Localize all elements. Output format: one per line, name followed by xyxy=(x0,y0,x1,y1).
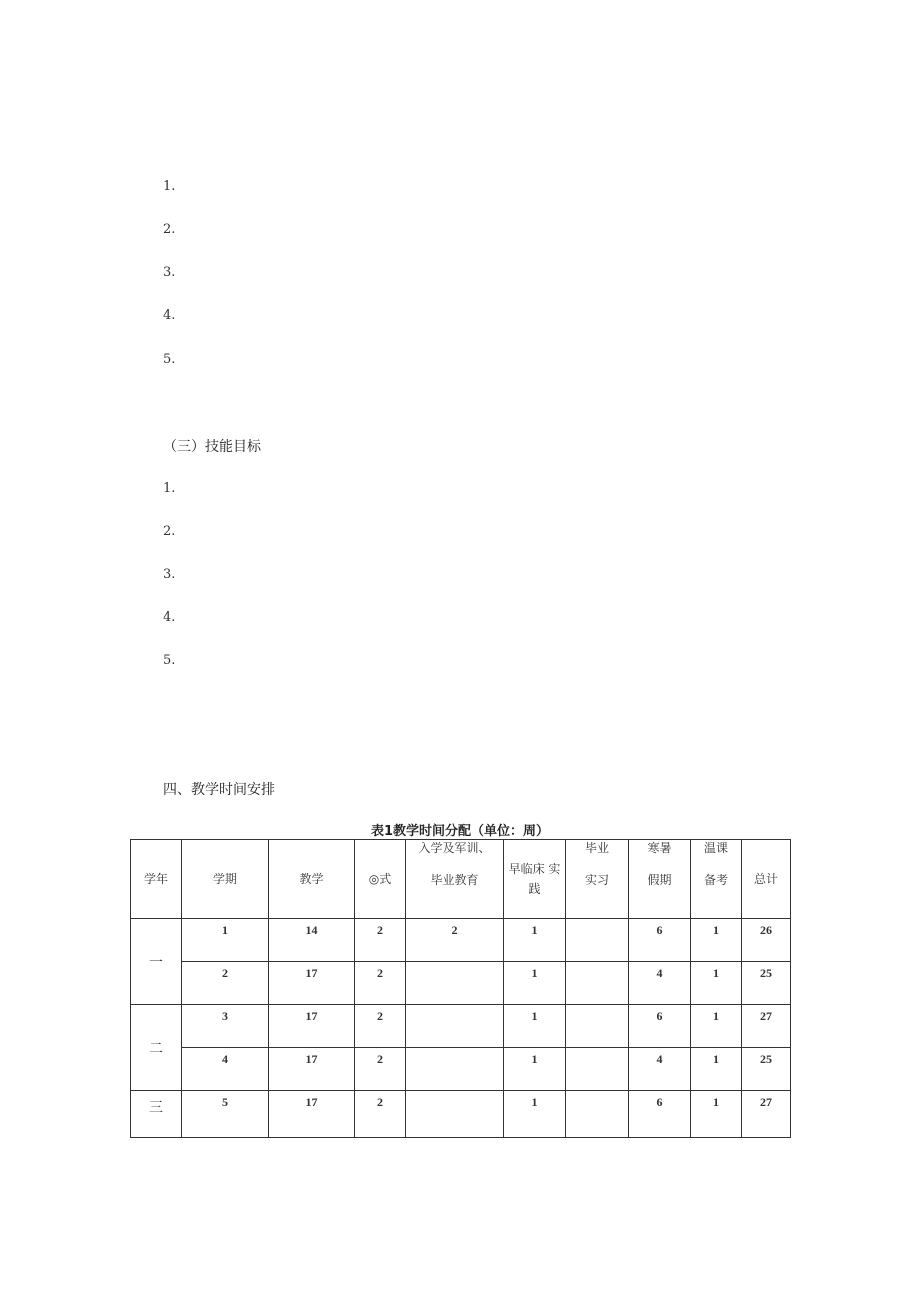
cell-clinical: 1 xyxy=(504,919,566,962)
cell-total: 27 xyxy=(742,1005,791,1048)
cell-vacation: 6 xyxy=(629,1091,691,1138)
header-total: 总计 xyxy=(742,840,791,919)
header-entry-graduation xyxy=(406,840,504,919)
cell-teaching: 14 xyxy=(269,919,355,962)
header-exam: ◎式 xyxy=(355,840,406,919)
cell-entry xyxy=(406,962,504,1005)
header-clinical-line1: 早临床 实 xyxy=(508,862,561,876)
header-semester: 学期 xyxy=(182,840,269,919)
skills-heading: （三）技能目标 xyxy=(163,439,261,455)
cell-entry xyxy=(406,1091,504,1138)
cell-entry xyxy=(406,1048,504,1091)
cell-exam: 2 xyxy=(355,962,406,1005)
cell-teaching: 17 xyxy=(269,1091,355,1138)
header-review-line2: 备考 xyxy=(703,873,728,887)
cell-exam: 2 xyxy=(355,919,406,962)
header-internship xyxy=(566,840,629,919)
cell-internship xyxy=(566,1091,629,1138)
cell-exam: 2 xyxy=(355,1091,406,1138)
list-item-1: 1. xyxy=(163,179,176,194)
cell-teaching: 17 xyxy=(269,1048,355,1091)
cell-review: 1 xyxy=(691,1091,742,1138)
list-item-2: 2. xyxy=(163,222,176,237)
cell-semester: 2 xyxy=(182,962,269,1005)
cell-vacation: 6 xyxy=(629,1005,691,1048)
header-internship-line2: 实习 xyxy=(584,873,609,887)
skills-item-3: 3. xyxy=(163,567,176,582)
skills-item-1: 1. xyxy=(163,481,176,496)
list-item-3: 3. xyxy=(163,265,176,280)
teaching-time-table xyxy=(130,839,791,1138)
cell-review: 1 xyxy=(691,1005,742,1048)
table-caption: 表1教学时间分配（单位：周） xyxy=(370,824,550,839)
list-item-5: 5. xyxy=(163,352,176,367)
table-row xyxy=(131,919,791,962)
year-cell-1: 一 xyxy=(131,919,182,1005)
cell-review: 1 xyxy=(691,919,742,962)
header-review xyxy=(691,840,742,919)
cell-total: 27 xyxy=(742,1091,791,1138)
header-entry-line2: 毕业教育 xyxy=(430,873,479,887)
cell-total: 26 xyxy=(742,919,791,962)
year-cell-3: 三 xyxy=(131,1091,182,1138)
cell-entry xyxy=(406,1005,504,1048)
cell-semester: 1 xyxy=(182,919,269,962)
header-year: 学年 xyxy=(131,840,182,919)
schedule-heading: 四、教学时间安排 xyxy=(163,782,275,798)
cell-semester: 4 xyxy=(182,1048,269,1091)
header-vacation-line2: 假期 xyxy=(647,873,672,887)
header-vacation xyxy=(629,840,691,919)
table-row xyxy=(131,1048,791,1091)
cell-vacation: 4 xyxy=(629,962,691,1005)
header-entry-line1: 入学及军训、 xyxy=(418,841,491,855)
cell-semester: 3 xyxy=(182,1005,269,1048)
skills-item-5: 5. xyxy=(163,653,176,668)
cell-internship xyxy=(566,1005,629,1048)
cell-clinical: 1 xyxy=(504,1091,566,1138)
table-row xyxy=(131,1005,791,1048)
table-row xyxy=(131,1091,791,1138)
table-header-row xyxy=(131,840,791,919)
cell-review: 1 xyxy=(691,962,742,1005)
cell-total: 25 xyxy=(742,1048,791,1091)
header-clinical xyxy=(504,840,566,919)
header-review-line1: 温课 xyxy=(703,841,728,855)
cell-internship xyxy=(566,1048,629,1091)
cell-teaching: 17 xyxy=(269,962,355,1005)
cell-vacation: 4 xyxy=(629,1048,691,1091)
cell-total: 25 xyxy=(742,962,791,1005)
header-teaching: 教学 xyxy=(269,840,355,919)
cell-internship xyxy=(566,919,629,962)
table-row xyxy=(131,962,791,1005)
cell-review: 1 xyxy=(691,1048,742,1091)
cell-entry: 2 xyxy=(406,919,504,962)
year-cell-2: 二 xyxy=(131,1005,182,1091)
cell-clinical: 1 xyxy=(504,1048,566,1091)
skills-item-4: 4. xyxy=(163,610,176,625)
skills-item-2: 2. xyxy=(163,524,176,539)
cell-internship xyxy=(566,962,629,1005)
header-clinical-line2: 践 xyxy=(528,882,541,896)
cell-semester: 5 xyxy=(182,1091,269,1138)
cell-clinical: 1 xyxy=(504,1005,566,1048)
cell-clinical: 1 xyxy=(504,962,566,1005)
list-item-4: 4. xyxy=(163,308,176,323)
cell-exam: 2 xyxy=(355,1005,406,1048)
cell-exam: 2 xyxy=(355,1048,406,1091)
cell-vacation: 6 xyxy=(629,919,691,962)
cell-teaching: 17 xyxy=(269,1005,355,1048)
header-vacation-line1: 寒暑 xyxy=(647,841,672,855)
header-internship-line1: 毕业 xyxy=(584,841,609,855)
